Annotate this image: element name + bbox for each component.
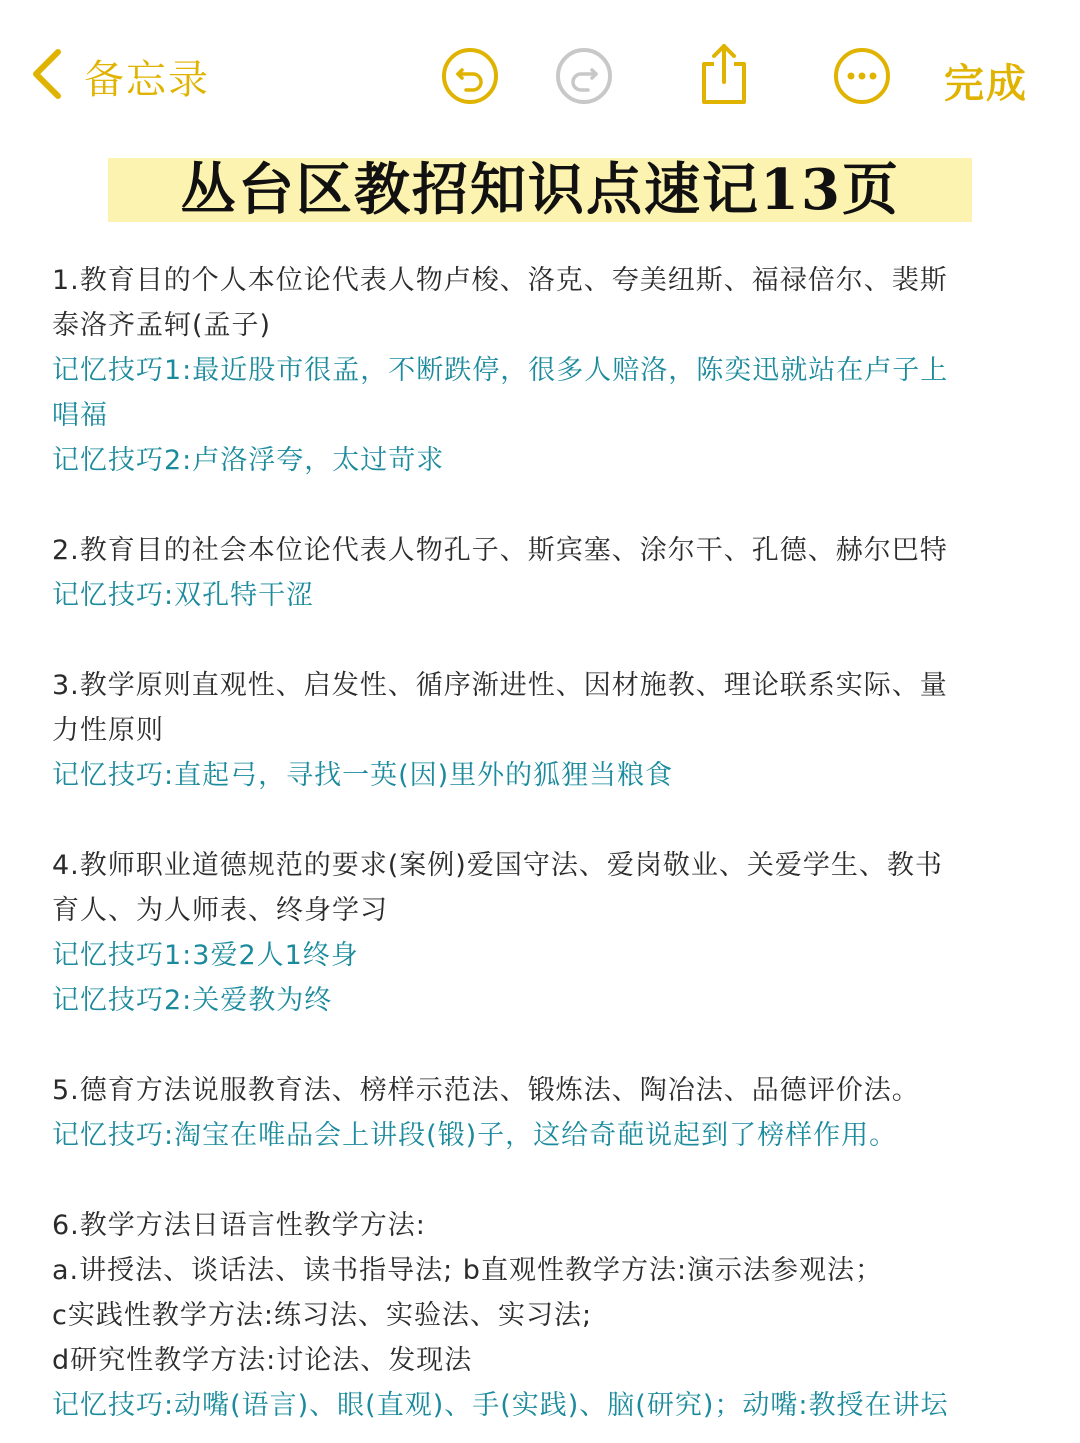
section-spacer (52, 483, 1032, 528)
more-icon[interactable] (832, 46, 892, 106)
note-section (52, 258, 1032, 483)
section-spacer (52, 1023, 1032, 1068)
note-body[interactable] (52, 258, 1032, 1428)
note-title: 丛台区教招知识点速记13页 (180, 157, 900, 223)
note-text-line: 6.教学方法日语言性教学方法: (52, 1210, 426, 1241)
memory-tip-line: 记忆技巧:淘宝在唯品会上讲段(锻)子，这给奇葩说起到了榜样作用。 (52, 1120, 898, 1151)
note-text-line: a.讲授法、谈话法、读书指导法; b直观性教学方法:演示法参观法； (52, 1255, 884, 1286)
note-text-line: 泰洛齐孟轲(孟子) (52, 310, 272, 341)
section-spacer (52, 798, 1032, 843)
memory-tip-line: 记忆技巧:动嘴(语言)、眼(直观)、手(实践)、脑(研究)；动嘴:教授在讲坛 (52, 1390, 949, 1421)
section-spacer (52, 618, 1032, 663)
note-text-line: 3.教学原则直观性、启发性、循序渐进性、因材施教、理论联系实际、量 (52, 670, 948, 701)
top-toolbar (0, 0, 1080, 150)
note-text-line: 5.德育方法说服教育法、榜样示范法、锻炼法、陶冶法、品德评价法。 (52, 1075, 920, 1106)
section-spacer (52, 1158, 1032, 1203)
memory-tip-line: 记忆技巧2:关爱教为终 (52, 985, 333, 1016)
note-section (52, 843, 1032, 1023)
note-text-line: d研究性教学方法:讨论法、发现法 (52, 1345, 473, 1376)
note-text-line: c实践性教学方法:练习法、实验法、实习法; (52, 1300, 593, 1331)
done-button[interactable]: 完成 (944, 61, 1028, 107)
note-text-line: 4.教师职业道德规范的要求(案例)爱国守法、爱岗敬业、关爱学生、教书 (52, 850, 943, 881)
undo-icon[interactable] (440, 46, 500, 106)
redo-icon[interactable] (554, 46, 614, 106)
note-section (52, 528, 1032, 618)
memory-tip-line: 记忆技巧1:3爱2人1终身 (52, 940, 359, 971)
note-section (52, 663, 1032, 798)
note-text-line: 力性原则 (52, 715, 164, 746)
note-text-line: 育人、为人师表、终身学习 (52, 895, 388, 926)
note-section (52, 1203, 1032, 1428)
memory-tip-line: 记忆技巧:直起弓，寻找一英(因)里外的狐狸当粮食 (52, 760, 674, 791)
chevron-left-icon (28, 46, 68, 106)
memory-tip-line: 记忆技巧1:最近股市很孟，不断跌停，很多人赔洛，陈奕迅就站在卢子上 (52, 355, 949, 386)
note-section (52, 1068, 1032, 1158)
share-icon[interactable] (694, 40, 754, 106)
back-label: 备忘录 (84, 56, 210, 103)
note-text-line: 2.教育目的社会本位论代表人物孔子、斯宾塞、涂尔干、孔德、赫尔巴特 (52, 535, 948, 566)
memory-tip-line: 记忆技巧:双孔特干涩 (52, 580, 315, 611)
note-text-line: 1.教育目的个人本位论代表人物卢梭、洛克、夸美纽斯、福禄倍尔、裴斯 (52, 265, 948, 296)
memory-tip-line: 唱福 (52, 400, 108, 431)
memory-tip-line: 记忆技巧2:卢洛浮夸，太过苛求 (52, 445, 445, 476)
back-button[interactable] (28, 42, 210, 110)
